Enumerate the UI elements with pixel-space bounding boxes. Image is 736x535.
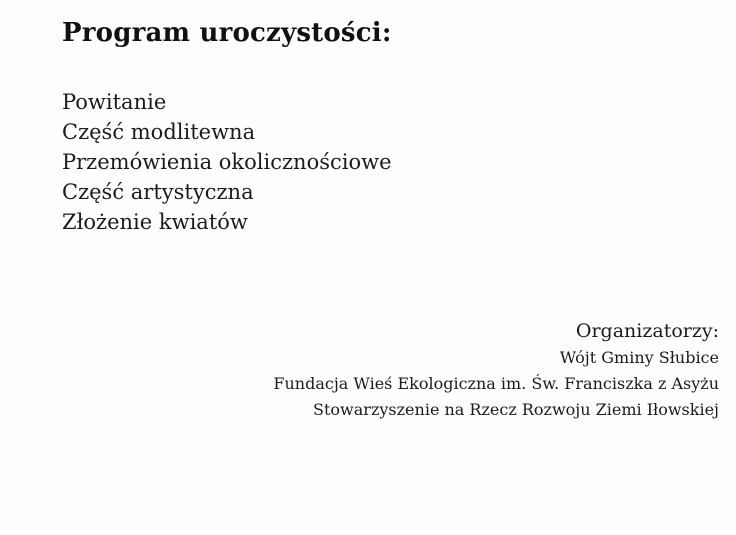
program-item-speeches: Przemówienia okolicznościowe: [62, 150, 392, 174]
organizer-stowarzyszenie: Stowarzyszenie na Rzecz Rozwoju Ziemi Iłowskiej: [313, 400, 719, 419]
organizer-fundacja: Fundacja Wieś Ekologiczna im. Św. Franciszka z Asyżu: [273, 374, 719, 393]
program-list: [62, 87, 392, 237]
program-item-welcome: Powitanie: [62, 90, 167, 114]
organizers-block: [273, 318, 719, 423]
program-item-flowers: Złożenie kwiatów: [62, 210, 248, 234]
page-title: Program uroczystości:: [62, 18, 392, 48]
organizers-list: [273, 345, 719, 423]
organizers-heading: Organizatorzy:: [575, 320, 719, 342]
program-item-prayer: Część modlitewna: [62, 120, 256, 144]
organizer-wojt: Wójt Gminy Słubice: [559, 348, 719, 367]
program-item-artistic: Część artystyczna: [62, 180, 254, 204]
